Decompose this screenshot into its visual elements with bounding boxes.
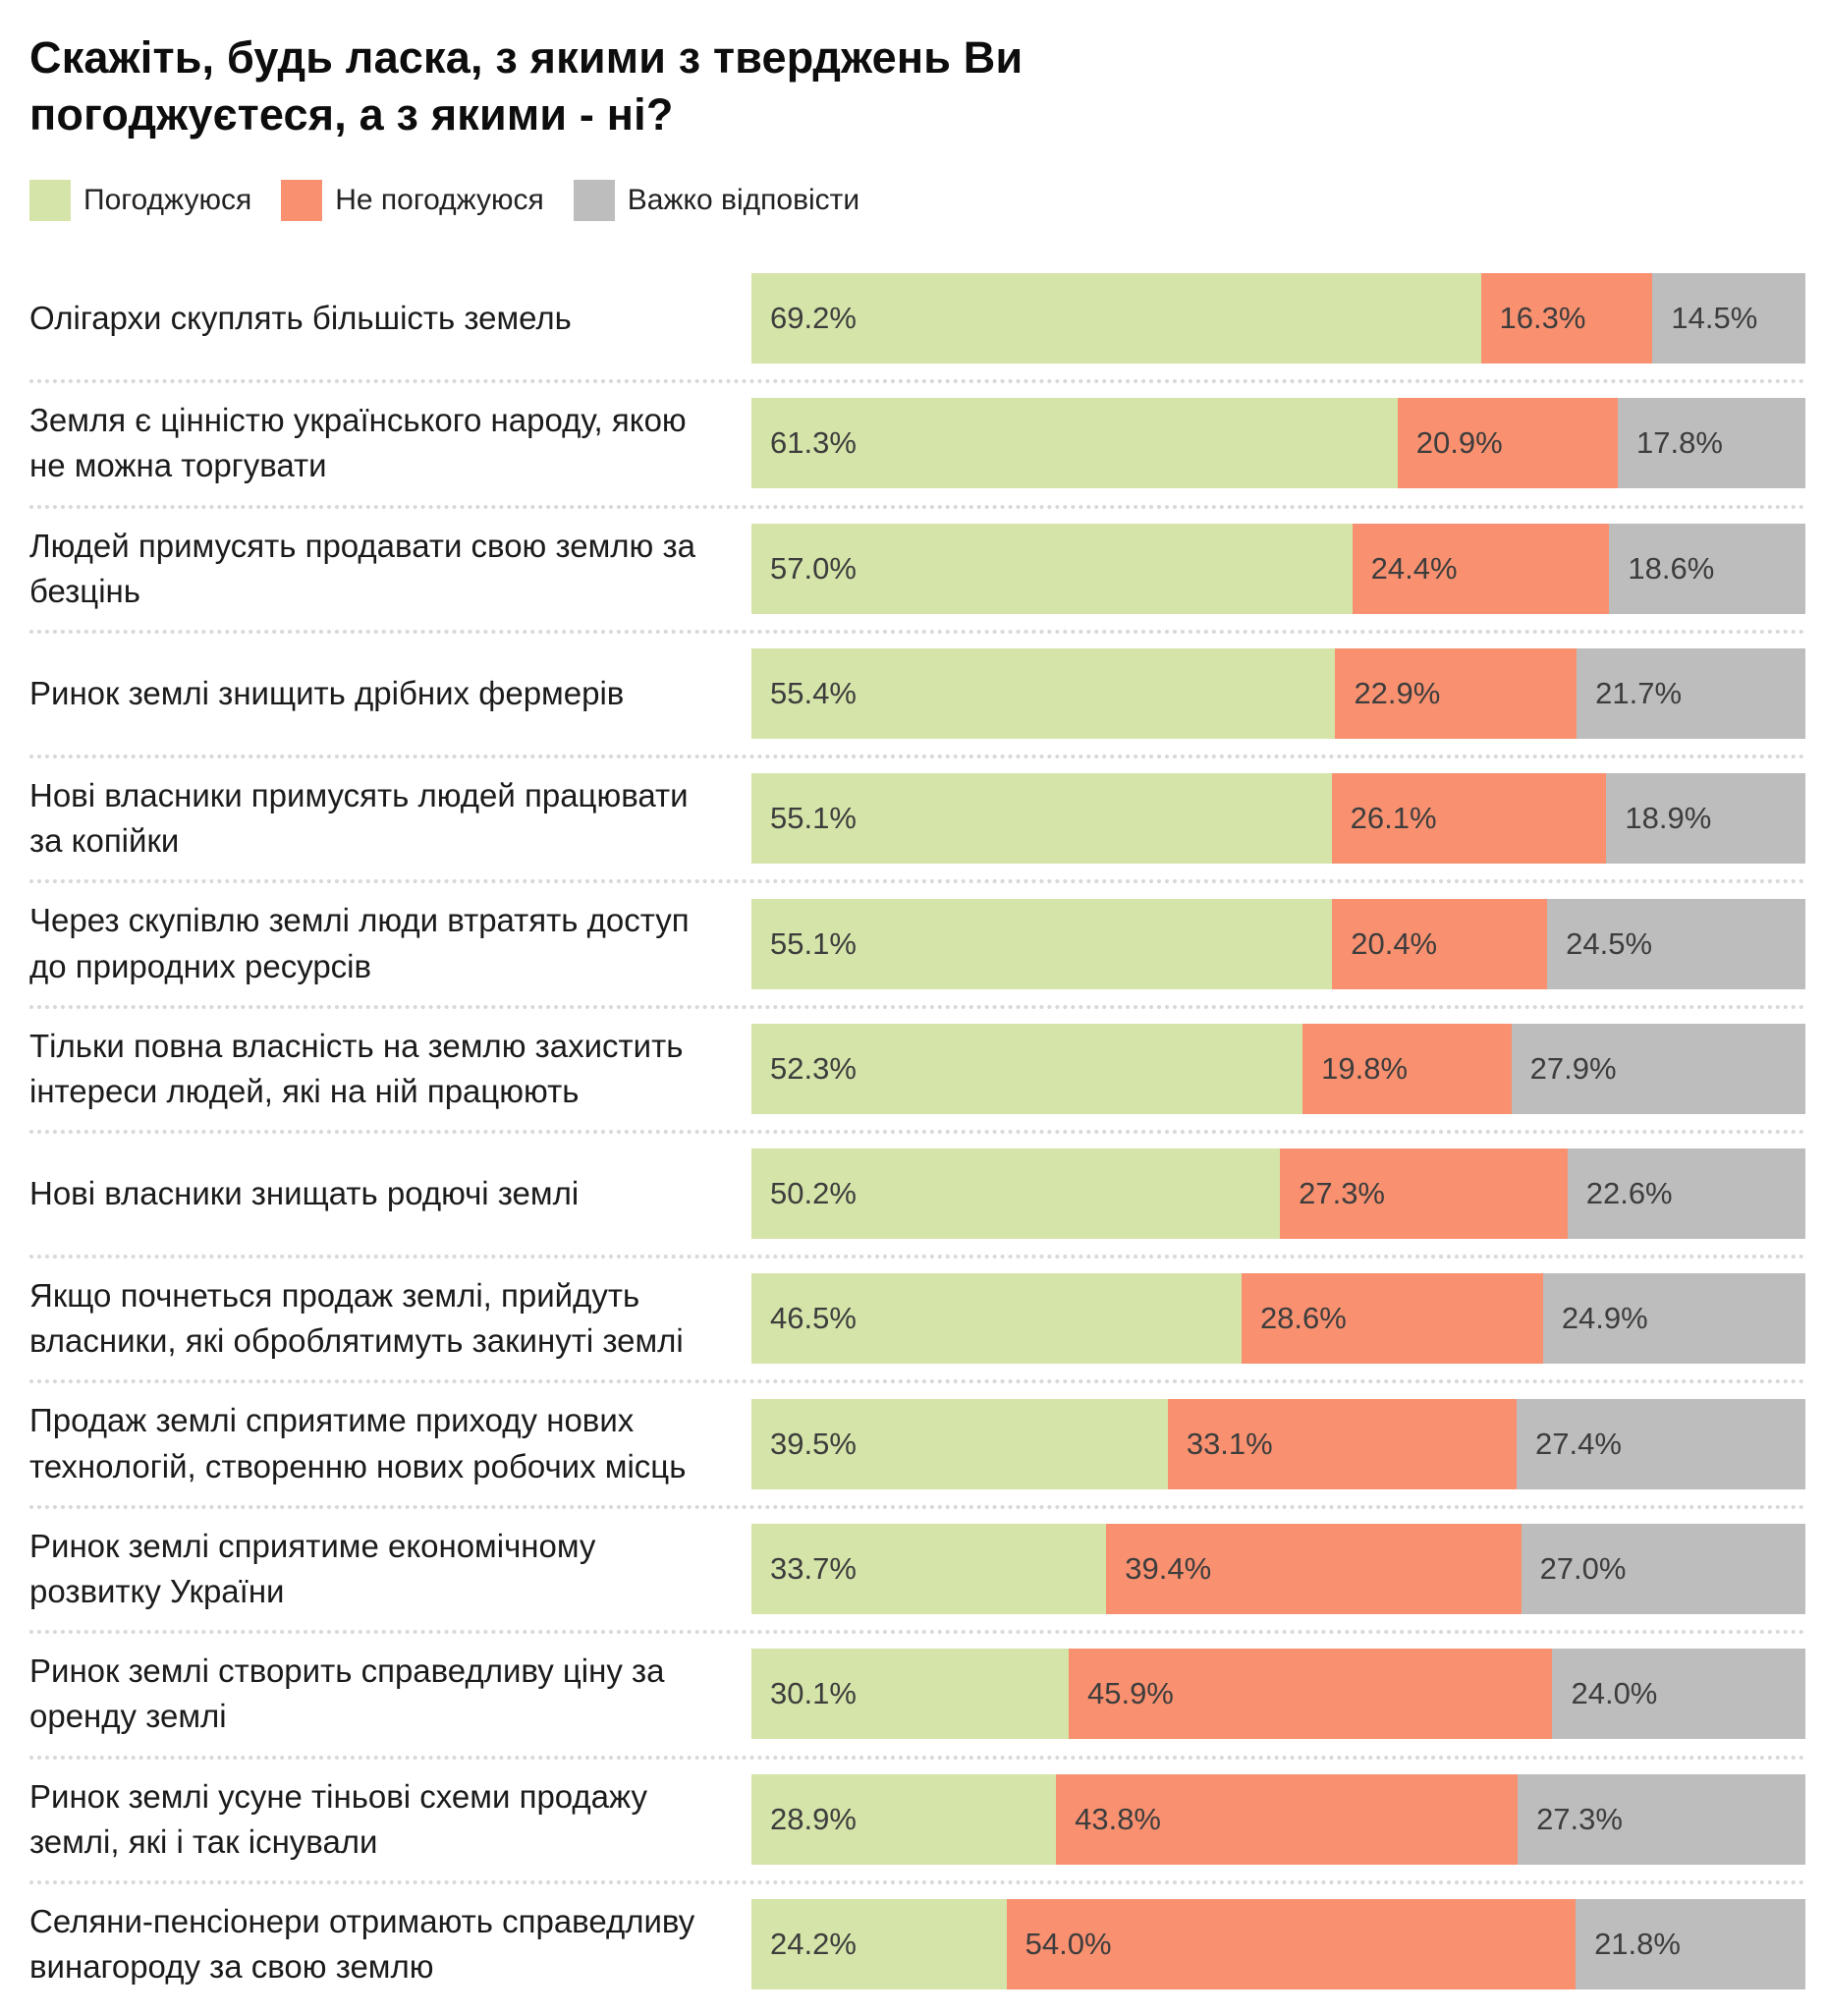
table-row — [29, 258, 1805, 379]
stacked-bar — [751, 1024, 1805, 1114]
bar-segment-undecided — [1652, 273, 1805, 364]
undecided-swatch-icon — [574, 180, 615, 221]
bar-segment-disagree — [1398, 398, 1618, 488]
table-row — [29, 1005, 1805, 1130]
bar-segment-undecided — [1512, 1024, 1805, 1114]
statement-label: Нові власники примусять людей працювати за копійки — [29, 776, 689, 860]
bar-segment-undecided — [1577, 648, 1805, 739]
statement-label: Через скупівлю землі люди втратять доступ до природних ресурсів — [29, 902, 690, 984]
value-label: 20.9% — [1415, 425, 1503, 461]
value-label: 24.0% — [1571, 1676, 1658, 1711]
legend-label-agree: Погоджуюся — [83, 184, 252, 217]
bar-segment-agree — [751, 524, 1353, 614]
bar-segment-disagree — [1242, 1273, 1543, 1364]
value-label: 39.5% — [770, 1426, 857, 1461]
stacked-bar — [751, 524, 1805, 614]
value-label: 24.4% — [1370, 550, 1458, 586]
bar-rows — [29, 258, 1805, 2005]
statement-label: Олігархи скуплять більшість земель — [29, 300, 572, 337]
value-label: 46.5% — [770, 1301, 857, 1336]
bar-segment-disagree — [1335, 648, 1577, 739]
value-label: 16.3% — [1499, 301, 1586, 336]
stacked-bar — [751, 1649, 1805, 1739]
bar-segment-undecided — [1517, 1399, 1805, 1489]
statement-label: Якщо почнеться продаж землі, прийдуть власники, які оброблятимуть закинуті землі — [29, 1277, 684, 1360]
bar-segment-agree — [751, 1148, 1280, 1239]
stacked-bar — [751, 398, 1805, 488]
page-title — [29, 29, 1805, 142]
bar-segment-undecided — [1576, 1899, 1805, 1989]
value-label: 57.0% — [770, 550, 857, 586]
bar-segment-agree — [751, 1774, 1056, 1865]
table-row — [29, 1255, 1805, 1379]
table-row — [29, 755, 1805, 879]
bar-segment-agree — [751, 1649, 1069, 1739]
statement-label: Селяни-пенсіонери отримають справедливу винагороду за свою землю — [29, 1902, 695, 1986]
table-row — [29, 879, 1805, 1004]
bar-segment-agree — [751, 899, 1332, 989]
value-label: 55.1% — [770, 801, 857, 836]
value-label: 24.5% — [1566, 925, 1653, 961]
value-label: 61.3% — [770, 425, 857, 461]
table-row — [29, 1505, 1805, 1630]
table-row — [29, 505, 1805, 630]
table-row — [29, 1379, 1805, 1504]
bar-segment-disagree — [1069, 1649, 1553, 1739]
table-row — [29, 1130, 1805, 1255]
bar-segment-disagree — [1280, 1148, 1568, 1239]
stacked-bar — [751, 1524, 1805, 1614]
value-label: 43.8% — [1075, 1801, 1161, 1836]
bar-segment-disagree — [1056, 1774, 1518, 1865]
statement-label: Нові власники знищать родючі землі — [29, 1174, 580, 1211]
bar-segment-disagree — [1332, 773, 1607, 864]
bar-segment-undecided — [1552, 1649, 1805, 1739]
bar-segment-agree — [751, 1899, 1007, 1989]
value-label: 26.1% — [1350, 801, 1437, 836]
value-label: 55.1% — [770, 925, 857, 961]
value-label: 22.9% — [1354, 675, 1441, 710]
bar-segment-undecided — [1568, 1148, 1805, 1239]
statement-label: Тільки повна власність на землю захистить інтереси людей, які на ній працюють — [29, 1027, 684, 1109]
value-label: 55.4% — [770, 675, 857, 710]
title-line-2: погоджуєтеся, а з якими - ні? — [29, 88, 674, 140]
statement-label: Ринок землі сприятиме економічному розвитку України — [29, 1527, 596, 1609]
legend-label-undecided: Важко відповісти — [627, 184, 860, 217]
stacked-bar — [751, 1273, 1805, 1364]
bar-segment-disagree — [1007, 1899, 1576, 1989]
bar-segment-disagree — [1168, 1399, 1517, 1489]
disagree-swatch-icon — [281, 180, 322, 221]
bar-segment-agree — [751, 273, 1481, 364]
legend-item-disagree — [281, 180, 544, 221]
statement-label: Продаж землі сприятиме приходу нових технологій, створенню нових робочих місць — [29, 1402, 687, 1484]
value-label: 33.1% — [1186, 1426, 1273, 1461]
stacked-bar — [751, 648, 1805, 739]
statement-label: Людей примусять продавати свою землю за безцінь — [29, 527, 695, 609]
title-line-1: Скажіть, будь ласка, з якими з тверджень Ви — [29, 32, 1024, 83]
bar-segment-agree — [751, 1024, 1302, 1114]
agree-swatch-icon — [29, 180, 71, 221]
value-label: 21.7% — [1595, 675, 1683, 710]
stacked-bar — [751, 1399, 1805, 1489]
bar-segment-disagree — [1353, 524, 1610, 614]
legend-item-undecided — [574, 180, 859, 221]
value-label: 18.6% — [1628, 550, 1715, 586]
value-label: 18.9% — [1625, 801, 1712, 836]
value-label: 22.6% — [1585, 1176, 1673, 1211]
value-label: 33.7% — [770, 1551, 857, 1586]
bar-segment-agree — [751, 398, 1398, 488]
value-label: 28.6% — [1259, 1301, 1347, 1336]
bar-segment-disagree — [1332, 899, 1547, 989]
bar-segment-agree — [751, 773, 1332, 864]
value-label: 20.4% — [1351, 925, 1438, 961]
bar-segment-undecided — [1547, 899, 1805, 989]
bar-segment-agree — [751, 1524, 1106, 1614]
legend — [29, 180, 1805, 221]
value-label: 27.9% — [1529, 1050, 1617, 1086]
bar-segment-disagree — [1302, 1024, 1511, 1114]
statement-label: Ринок землі знищить дрібних фермерів — [29, 674, 625, 711]
statement-label: Земля є цінністю українського народу, якою не можна торгувати — [29, 402, 687, 484]
value-label: 21.8% — [1594, 1927, 1681, 1962]
table-row — [29, 630, 1805, 755]
value-label: 27.3% — [1536, 1801, 1623, 1836]
value-label: 52.3% — [770, 1050, 857, 1086]
table-row — [29, 1756, 1805, 1880]
value-label: 17.8% — [1635, 425, 1723, 461]
legend-item-agree — [29, 180, 251, 221]
bar-segment-undecided — [1518, 1774, 1805, 1865]
value-label: 50.2% — [770, 1176, 857, 1211]
table-row — [29, 379, 1805, 504]
bar-segment-disagree — [1106, 1524, 1521, 1614]
value-label: 30.1% — [770, 1676, 857, 1711]
stacked-bar — [751, 899, 1805, 989]
bar-segment-undecided — [1618, 398, 1805, 488]
value-label: 69.2% — [770, 301, 857, 336]
stacked-bar — [751, 773, 1805, 864]
legend-label-disagree: Не погоджуюся — [335, 184, 544, 217]
bar-segment-undecided — [1522, 1524, 1805, 1614]
stacked-bar — [751, 1148, 1805, 1239]
value-label: 19.8% — [1321, 1050, 1409, 1086]
value-label: 28.9% — [770, 1801, 857, 1836]
value-label: 24.9% — [1561, 1301, 1648, 1336]
value-label: 27.3% — [1299, 1176, 1385, 1211]
bar-segment-agree — [751, 1399, 1168, 1489]
bar-segment-disagree — [1481, 273, 1653, 364]
value-label: 14.5% — [1671, 301, 1758, 336]
stacked-bar — [751, 273, 1805, 364]
bar-segment-undecided — [1606, 773, 1805, 864]
value-label: 27.4% — [1534, 1426, 1622, 1461]
value-label: 45.9% — [1086, 1676, 1174, 1711]
bar-segment-undecided — [1543, 1273, 1805, 1364]
value-label: 39.4% — [1125, 1551, 1212, 1586]
table-row — [29, 1880, 1805, 2005]
value-label: 27.0% — [1539, 1551, 1627, 1586]
statement-label: Ринок землі усуне тіньові схеми продажу землі, які і так існували — [29, 1777, 647, 1860]
value-label: 24.2% — [770, 1927, 857, 1962]
value-label: 54.0% — [1024, 1927, 1112, 1962]
bar-segment-agree — [751, 648, 1335, 739]
bar-segment-undecided — [1609, 524, 1805, 614]
statement-label: Ринок землі створить справедливу ціну за оренду землі — [29, 1652, 665, 1735]
bar-segment-agree — [751, 1273, 1242, 1364]
stacked-bar — [751, 1899, 1805, 1989]
stacked-bar — [751, 1774, 1805, 1865]
table-row — [29, 1630, 1805, 1755]
